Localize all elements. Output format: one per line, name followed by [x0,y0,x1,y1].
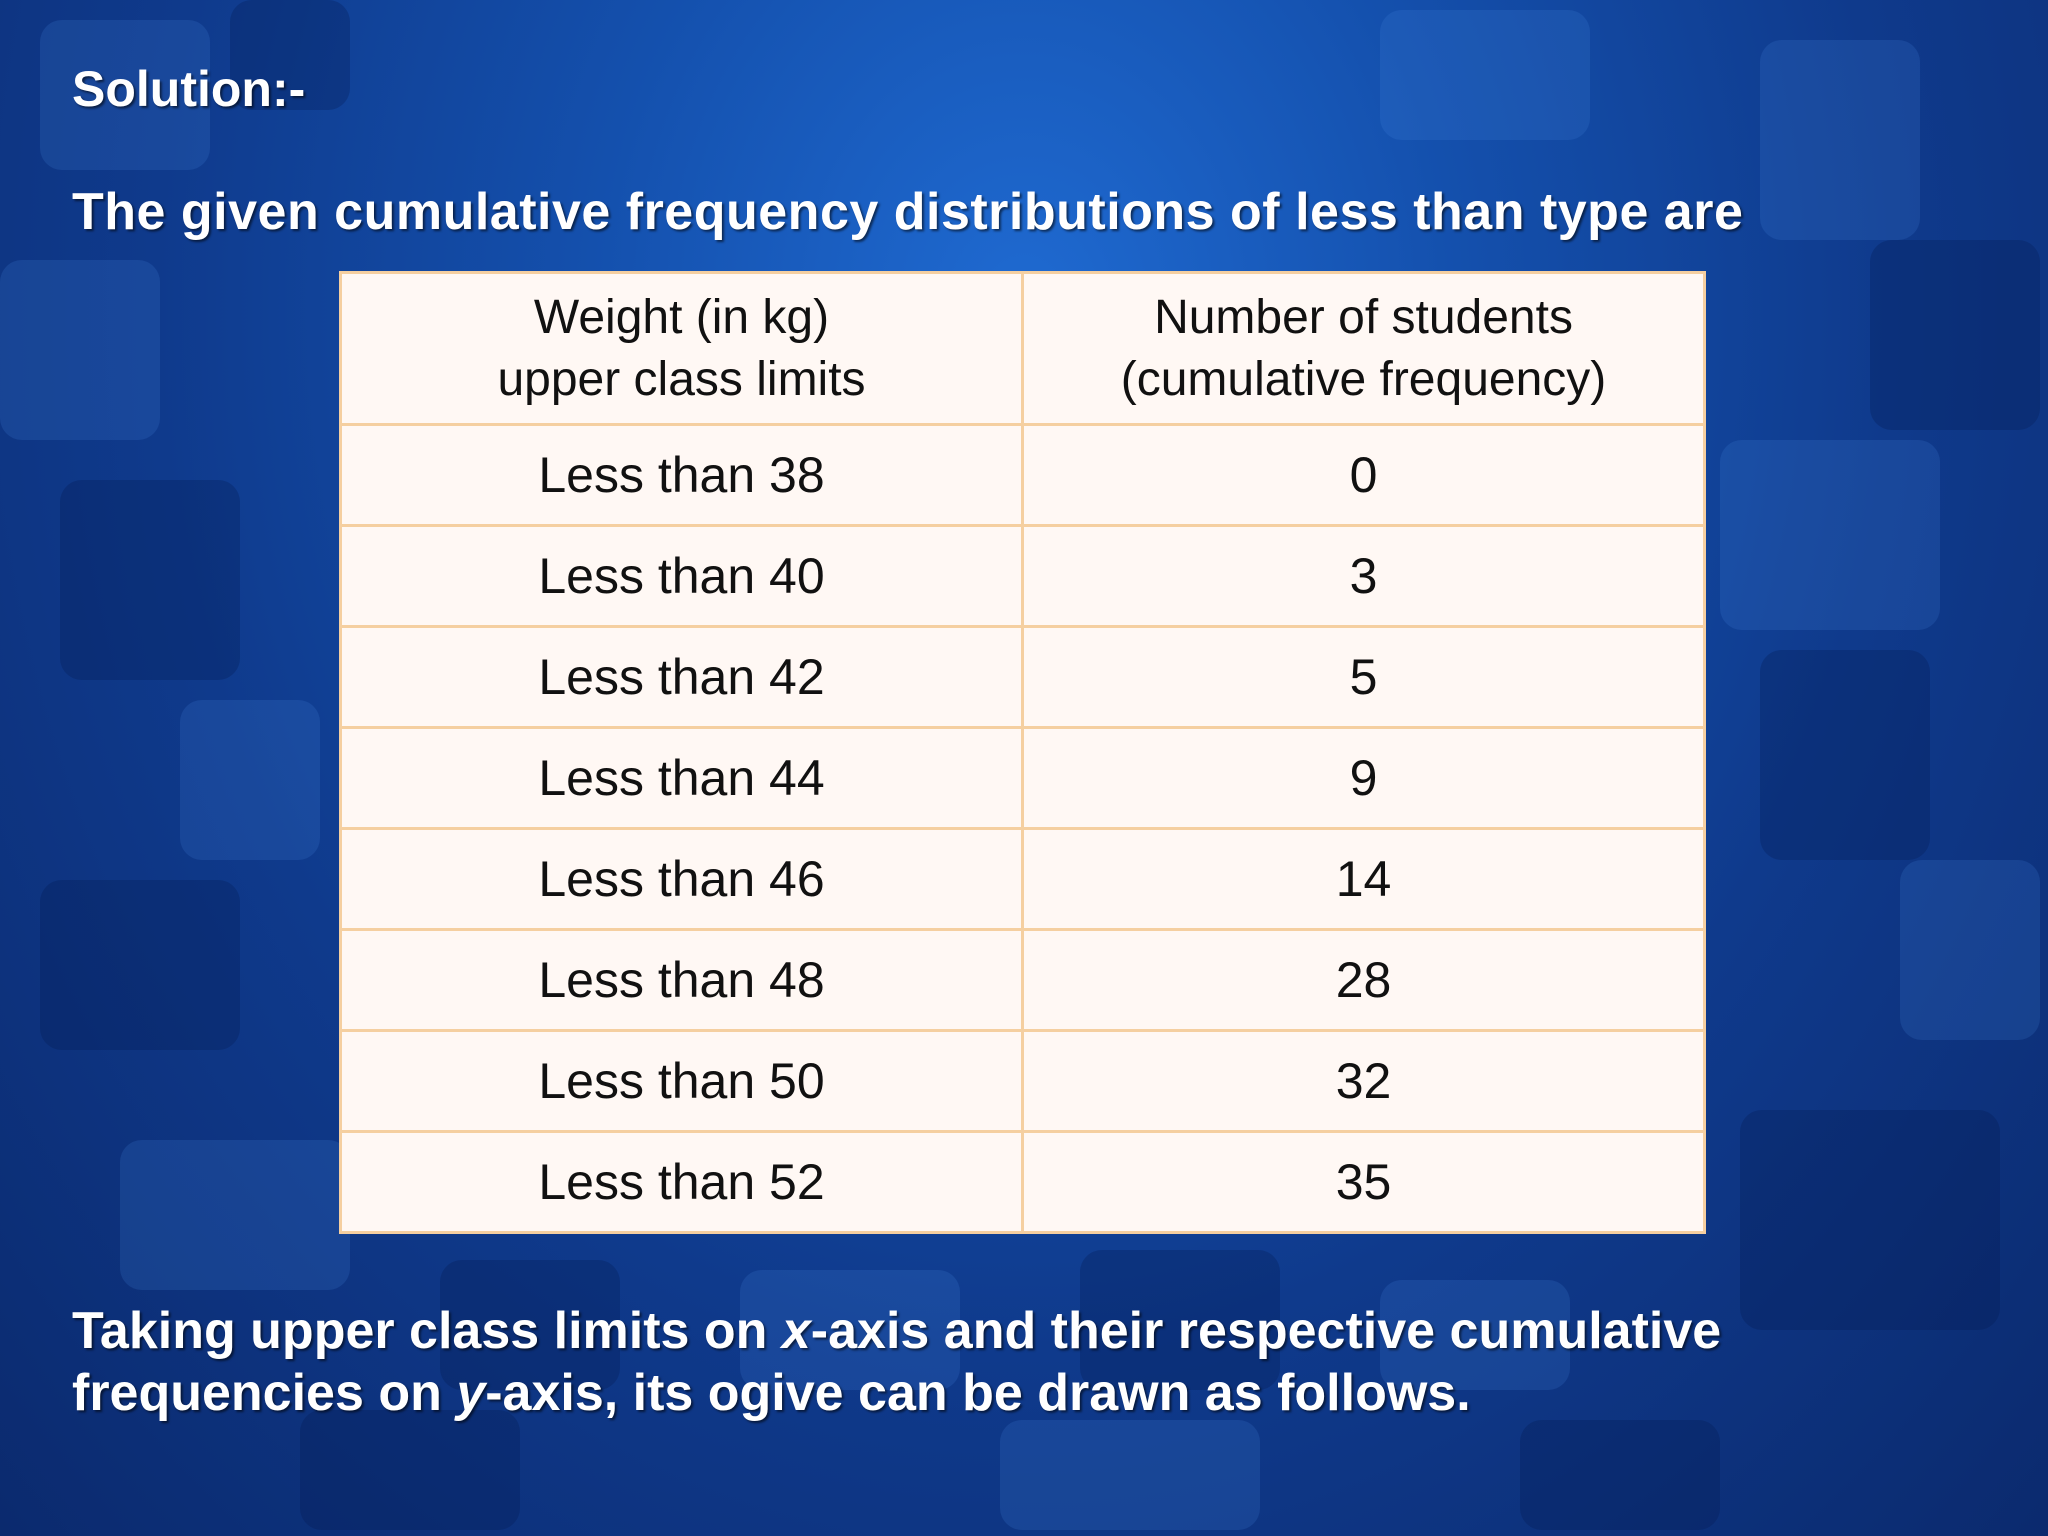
weight-cell: Less than 38 [341,425,1023,526]
footer-y-axis-variable: y [456,1364,486,1422]
table-row [341,1031,1705,1132]
frequency-cell: 28 [1023,930,1705,1031]
frequency-cell: 3 [1023,526,1705,627]
frequency-cell: 0 [1023,425,1705,526]
header-students-line2: (cumulative frequency) [1120,352,1607,406]
weight-cell: Less than 42 [341,627,1023,728]
weight-cell: Less than 48 [341,930,1023,1031]
table-row [341,1132,1705,1233]
intro-text: The given cumulative frequency distributions of less than type are [72,183,1744,241]
table-row [341,627,1705,728]
weight-cell: Less than 52 [341,1132,1023,1233]
table-row [341,526,1705,627]
weight-cell: Less than 40 [341,526,1023,627]
header-weight-line2: upper class limits [497,352,866,406]
weight-cell: Less than 50 [341,1031,1023,1132]
footer-x-axis-variable: x [781,1302,811,1360]
cumulative-frequency-table [339,271,1706,1234]
frequency-cell: 5 [1023,627,1705,728]
footer-line-1 [72,1300,1992,1362]
footer-line1-part-b: -axis and their respective cumulative [810,1302,1722,1360]
header-students [1023,273,1705,425]
table-row [341,930,1705,1031]
frequency-cell: 9 [1023,728,1705,829]
data-table [339,271,1706,1234]
frequency-cell: 35 [1023,1132,1705,1233]
frequency-cell: 32 [1023,1031,1705,1132]
header-weight-line1: Weight (in kg) [533,290,830,344]
table-row [341,728,1705,829]
weight-cell: Less than 46 [341,829,1023,930]
footer-line-2 [72,1362,1992,1424]
table-row [341,829,1705,930]
footer-line2-part-a: frequencies on [72,1364,457,1422]
solution-label: Solution:- [72,61,306,117]
header-weight [341,273,1023,425]
table-header-row [341,273,1705,425]
footer-line1-part-a: Taking upper class limits on [72,1302,782,1360]
footer-text [72,1300,1992,1424]
weight-cell: Less than 44 [341,728,1023,829]
footer-line2-part-b: -axis, its ogive can be drawn as follows. [485,1364,1471,1422]
frequency-cell: 14 [1023,829,1705,930]
table-row [341,425,1705,526]
header-students-line1: Number of students [1154,290,1573,344]
